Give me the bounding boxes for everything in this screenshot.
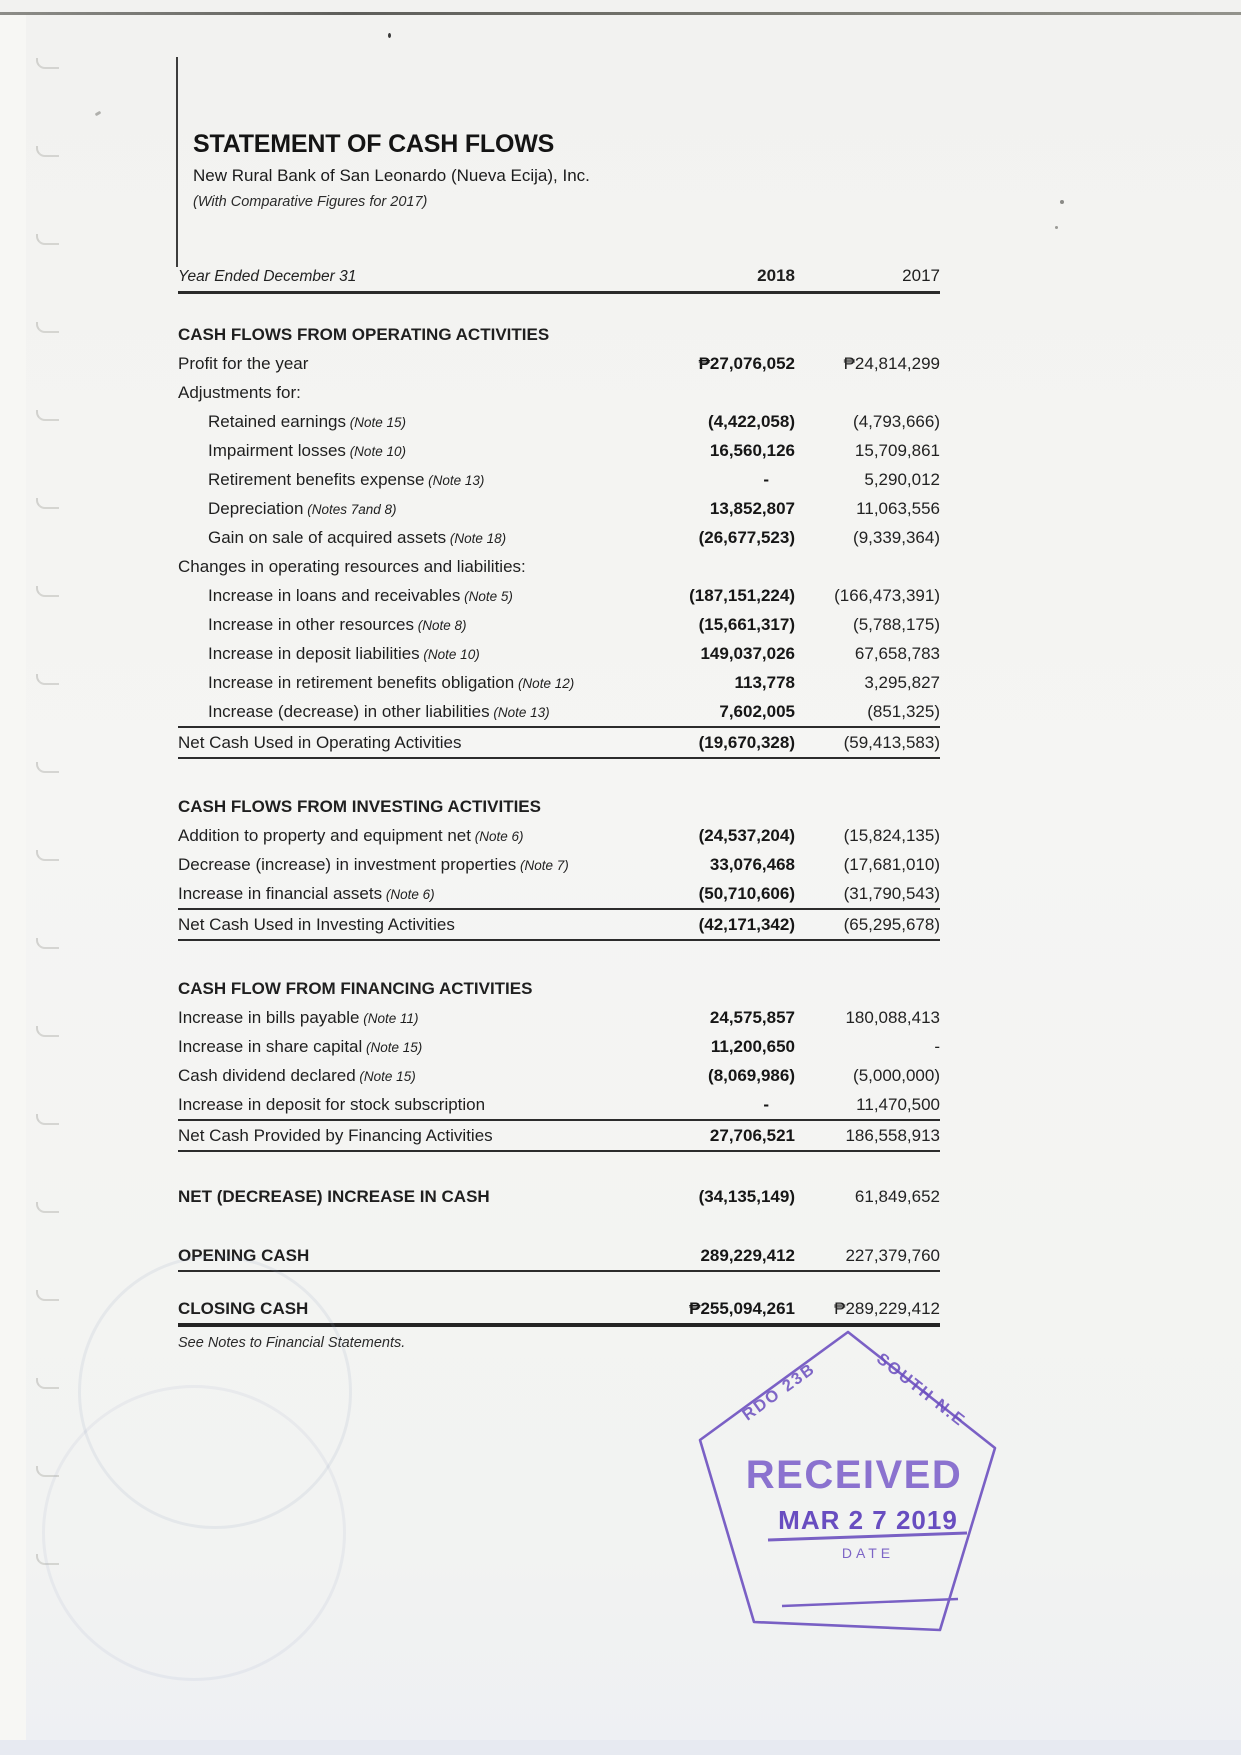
note-reference: (Note 5) <box>460 589 513 604</box>
table-row <box>178 974 940 1003</box>
note-reference: (Note 10) <box>345 444 406 459</box>
row-label: Increase in financial assets (Note 6) <box>178 884 435 903</box>
scan-speck <box>95 111 102 117</box>
table-row <box>178 465 940 494</box>
row-label: Increase in share capital (Note 15) <box>178 1037 423 1056</box>
row-label: Increase in loans and receivables (Note 5) <box>208 586 513 605</box>
row-label: Profit for the year <box>178 354 309 373</box>
binder-mark <box>36 762 59 773</box>
cashflow-table-rows <box>178 320 940 1327</box>
note-reference: (Note 15) <box>355 1069 416 1084</box>
note-reference: (Note 8) <box>414 618 467 633</box>
value-2018 <box>635 320 795 349</box>
table-row <box>178 436 940 465</box>
value-2017: 186,558,913 <box>845 1126 940 1145</box>
table-gap <box>178 1211 940 1241</box>
table-header-label: Year Ended December 31 <box>178 268 357 285</box>
note-reference: (Note 18) <box>446 531 507 546</box>
value-2017: (31,790,543) <box>843 884 940 903</box>
table-row <box>178 349 940 378</box>
value-2018: 113,778 <box>734 673 795 692</box>
note-reference: (Note 6) <box>470 829 524 844</box>
binder-mark <box>36 674 59 685</box>
binder-mark <box>36 498 59 509</box>
binder-mark <box>36 1290 59 1301</box>
row-label: CLOSING CASH <box>178 1299 309 1318</box>
column-header-2017: 2017 <box>902 266 940 285</box>
document-header <box>193 130 590 210</box>
table-row <box>178 1003 940 1032</box>
row-label: CASH FLOW FROM FINANCING ACTIVITIES <box>178 979 533 998</box>
binder-mark <box>36 1202 59 1213</box>
value-2018 <box>635 552 795 581</box>
row-label: Depreciation (Notes 7and 8) <box>208 499 397 518</box>
value-2017 <box>795 320 940 349</box>
received-stamp <box>680 1318 1010 1658</box>
value-2017: 15,709,861 <box>854 441 940 460</box>
row-label: Gain on sale of acquired assets (Note 18) <box>208 528 507 547</box>
value-2017: (15,824,135) <box>843 826 940 845</box>
value-2017: (17,681,010) <box>843 855 940 874</box>
row-label: Increase (decrease) in other liabilities (Note 13) <box>208 702 550 721</box>
value-2017: 5,290,012 <box>864 470 940 489</box>
row-label: Net Cash Provided by Financing Activities <box>178 1126 493 1145</box>
value-2018 <box>635 792 795 821</box>
row-label: Increase in retirement benefits obligation (Note 12) <box>208 673 575 692</box>
value-2017: (59,413,583) <box>843 733 940 752</box>
stamp-date-value: MAR 2 7 2019 <box>778 1505 958 1535</box>
header-gap <box>178 294 940 320</box>
table-row <box>178 850 940 879</box>
binder-mark <box>36 322 59 333</box>
binder-mark <box>36 1026 59 1037</box>
value-2017: 11,063,556 <box>856 499 940 518</box>
page-title: STATEMENT OF CASH FLOWS <box>193 130 555 158</box>
value-2018: (26,677,523) <box>698 528 795 547</box>
row-label: Retained earnings (Note 15) <box>208 412 407 431</box>
comparative-note: (With Comparative Figures for 2017) <box>193 194 428 210</box>
value-2017 <box>795 378 940 407</box>
table-row <box>178 1090 940 1119</box>
table-row <box>178 792 940 821</box>
note-reference: (Note 13) <box>489 705 550 720</box>
value-2018: 7,602,005 <box>719 702 795 721</box>
note-reference: (Note 11) <box>359 1011 419 1026</box>
value-2018: (4,422,058) <box>708 412 795 431</box>
binder-mark <box>36 234 59 245</box>
value-2018: 149,037,026 <box>700 644 795 663</box>
value-2018 <box>635 378 795 407</box>
note-reference: (Notes 7and 8) <box>303 502 397 517</box>
value-2017: (65,295,678) <box>843 915 940 934</box>
stamp-signature-line <box>782 1599 958 1606</box>
binder-mark <box>36 938 59 949</box>
left-margin-rule <box>176 57 178 267</box>
note-reference: (Note 6) <box>382 887 435 902</box>
value-2018: (187,151,224) <box>689 586 795 605</box>
cash-flow-table <box>178 266 940 1351</box>
row-label: Cash dividend declared (Note 15) <box>178 1066 416 1085</box>
table-header-row <box>178 266 940 294</box>
value-2017: 3,295,827 <box>864 673 940 692</box>
row-label: Impairment losses (Note 10) <box>208 441 406 460</box>
row-label: Increase in deposit for stock subscription <box>178 1095 486 1114</box>
table-row <box>178 407 940 436</box>
table-row <box>178 523 940 552</box>
note-reference: (Note 13) <box>424 473 485 488</box>
table-row <box>178 879 940 908</box>
value-2018: (15,661,317) <box>698 615 795 634</box>
binder-mark <box>36 1378 59 1389</box>
note-reference: (Note 12) <box>514 676 575 691</box>
value-2018: 33,076,468 <box>709 855 795 874</box>
value-2018: ₱255,094,261 <box>689 1299 795 1318</box>
value-2017 <box>795 792 940 821</box>
row-label: CASH FLOWS FROM OPERATING ACTIVITIES <box>178 325 550 344</box>
table-row <box>178 494 940 523</box>
table-row <box>178 1119 940 1152</box>
table-gap <box>178 759 940 792</box>
left-margin-strip <box>0 15 26 1755</box>
value-2018: ₱27,076,052 <box>698 354 795 373</box>
stamp-edge-right-text: SOUTH N.E <box>873 1349 970 1431</box>
table-gap <box>178 941 940 974</box>
table-gap <box>178 1152 940 1182</box>
row-label: Net Cash Used in Operating Activities <box>178 733 462 752</box>
value-2018: (34,135,149) <box>698 1187 795 1206</box>
value-2017: 67,658,783 <box>854 644 940 663</box>
scan-speck <box>1060 200 1064 204</box>
stamp-date-label: DATE <box>841 1545 895 1561</box>
table-row <box>178 697 940 726</box>
table-row <box>178 639 940 668</box>
value-2017: (166,473,391) <box>834 586 940 605</box>
table-row <box>178 581 940 610</box>
note-reference: (Note 15) <box>345 415 407 430</box>
table-row <box>178 610 940 639</box>
value-2018: 16,560,126 <box>709 441 795 460</box>
row-label: Retirement benefits expense (Note 13) <box>208 470 485 489</box>
value-2017: (5,000,000) <box>853 1066 940 1085</box>
scanner-edge-artifact <box>0 12 1241 15</box>
value-2018: (8,069,986) <box>708 1066 795 1085</box>
table-row <box>178 668 940 697</box>
value-2018: (19,670,328) <box>698 733 795 752</box>
value-2017: 227,379,760 <box>845 1246 940 1265</box>
table-row <box>178 320 940 349</box>
binder-mark <box>36 410 59 421</box>
value-2017: 11,470,500 <box>856 1095 940 1114</box>
row-label: OPENING CASH <box>178 1246 310 1265</box>
row-label: NET (DECREASE) INCREASE IN CASH <box>178 1187 490 1206</box>
value-2017 <box>795 974 940 1003</box>
row-label: Changes in operating resources and liabilities: <box>178 557 526 576</box>
table-row <box>178 1032 940 1061</box>
value-2018: (42,171,342) <box>698 915 795 934</box>
table-row <box>178 1061 940 1090</box>
value-2018: 27,706,521 <box>709 1126 795 1145</box>
row-label: Decrease (increase) in investment properties (Note 7) <box>178 855 569 874</box>
note-reference: (Note 10) <box>419 647 480 662</box>
value-2017: (4,793,666) <box>853 412 940 431</box>
stamp-received-text: RECEIVED <box>745 1453 963 1497</box>
table-row <box>178 726 940 759</box>
value-2017: (851,325) <box>867 702 940 721</box>
value-2018: - <box>763 470 769 489</box>
value-2017: 180,088,413 <box>845 1008 940 1027</box>
value-2018: 11,200,650 <box>710 1037 795 1056</box>
table-row <box>178 552 940 581</box>
binder-mark <box>36 1114 59 1125</box>
value-2017: 61,849,652 <box>854 1187 940 1206</box>
value-2018: - <box>763 1095 769 1114</box>
table-row <box>178 908 940 941</box>
value-2017: - <box>934 1037 940 1056</box>
value-2018 <box>635 974 795 1003</box>
value-2017: (9,339,364) <box>853 528 940 547</box>
value-2017: (5,788,175) <box>853 615 940 634</box>
row-label: Net Cash Used in Investing Activities <box>178 915 455 934</box>
scan-speck <box>388 33 391 38</box>
binder-mark <box>36 850 59 861</box>
binder-mark <box>36 58 59 69</box>
scan-speck <box>1055 226 1058 229</box>
value-2017: ₱289,229,412 <box>834 1299 940 1318</box>
row-label: Increase in other resources (Note 8) <box>208 615 467 634</box>
binder-mark <box>36 146 59 157</box>
row-label: Increase in deposit liabilities (Note 10) <box>208 644 480 663</box>
scanner-bottom-strip <box>0 1740 1241 1755</box>
column-header-2018: 2018 <box>757 266 795 285</box>
footer-note: See Notes to Financial Statements. <box>178 1335 406 1351</box>
table-row <box>178 1241 940 1272</box>
table-row <box>178 821 940 850</box>
company-name: New Rural Bank of San Leonardo (Nueva Ecija), Inc. <box>193 166 590 185</box>
value-2018: 289,229,412 <box>700 1246 795 1265</box>
value-2018: (50,710,606) <box>698 884 795 903</box>
row-label: Increase in bills payable (Note 11) <box>178 1008 419 1027</box>
value-2018: 24,575,857 <box>709 1008 795 1027</box>
table-row <box>178 1182 940 1211</box>
value-2017 <box>795 552 940 581</box>
note-reference: (Note 7) <box>516 858 569 873</box>
value-2018: 13,852,807 <box>709 499 795 518</box>
binder-mark <box>36 586 59 597</box>
row-label: CASH FLOWS FROM INVESTING ACTIVITIES <box>178 797 541 816</box>
row-label: Adjustments for: <box>178 383 301 402</box>
value-2018: (24,537,204) <box>698 826 795 845</box>
row-label: Addition to property and equipment net (Note 6) <box>178 826 524 845</box>
value-2017: ₱24,814,299 <box>843 354 940 373</box>
faint-stamp-ghost <box>42 1385 346 1681</box>
note-reference: (Note 15) <box>362 1040 423 1055</box>
table-row <box>178 378 940 407</box>
stamp-edge-left-text: RDO 23B <box>739 1359 819 1425</box>
